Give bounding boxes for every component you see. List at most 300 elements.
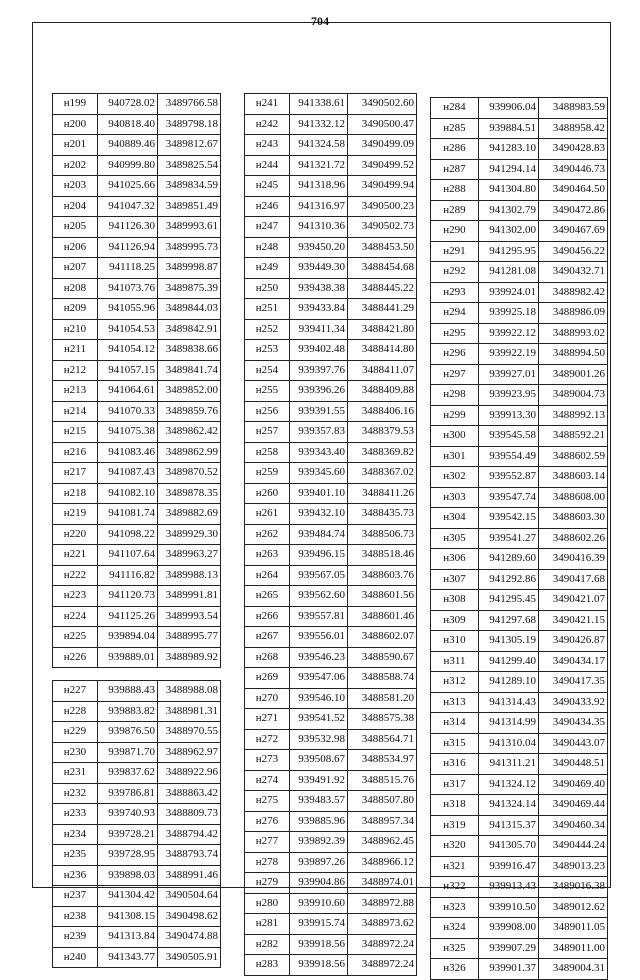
x-coordinate-cell: 939908.00 bbox=[479, 918, 539, 939]
point-id-cell: н238 bbox=[53, 906, 98, 927]
point-id-cell: н234 bbox=[53, 824, 98, 845]
y-coordinate-cell: 3490426.87 bbox=[539, 631, 608, 652]
y-coordinate-cell: 3488989.92 bbox=[158, 647, 221, 668]
table-row bbox=[245, 688, 417, 709]
table-row bbox=[431, 221, 608, 242]
y-coordinate-cell: 3490433.92 bbox=[539, 692, 608, 713]
point-id-cell: н306 bbox=[431, 549, 479, 570]
y-coordinate-cell: 3488966.12 bbox=[348, 852, 417, 873]
table-row bbox=[431, 672, 608, 693]
point-id-cell: н203 bbox=[53, 176, 98, 197]
y-coordinate-cell: 3489842.91 bbox=[158, 319, 221, 340]
y-coordinate-cell: 3488506.73 bbox=[348, 524, 417, 545]
y-coordinate-cell: 3490456.22 bbox=[539, 241, 608, 262]
y-coordinate-cell: 3490421.07 bbox=[539, 590, 608, 611]
x-coordinate-cell: 939545.58 bbox=[479, 426, 539, 447]
x-coordinate-cell: 939411.34 bbox=[290, 319, 348, 340]
table-row bbox=[431, 528, 608, 549]
y-coordinate-cell: 3488601.46 bbox=[348, 606, 417, 627]
table-row bbox=[431, 241, 608, 262]
point-id-cell: н240 bbox=[53, 947, 98, 968]
point-id-cell: н258 bbox=[245, 442, 290, 463]
x-coordinate-cell: 939542.15 bbox=[479, 508, 539, 529]
point-id-cell: н212 bbox=[53, 360, 98, 381]
x-coordinate-cell: 939562.60 bbox=[290, 586, 348, 607]
x-coordinate-cell: 939884.51 bbox=[479, 118, 539, 139]
x-coordinate-cell: 939391.55 bbox=[290, 401, 348, 422]
y-coordinate-cell: 3489991.81 bbox=[158, 586, 221, 607]
table-row bbox=[53, 763, 221, 784]
y-coordinate-cell: 3488991.46 bbox=[158, 865, 221, 886]
y-coordinate-cell: 3488406.16 bbox=[348, 401, 417, 422]
table-row bbox=[245, 278, 417, 299]
point-id-cell: н312 bbox=[431, 672, 479, 693]
point-id-cell: н226 bbox=[53, 647, 98, 668]
x-coordinate-cell: 941081.74 bbox=[98, 504, 158, 525]
point-id-cell: н265 bbox=[245, 586, 290, 607]
point-id-cell: н284 bbox=[431, 98, 479, 119]
table-row bbox=[431, 631, 608, 652]
x-coordinate-cell: 941075.38 bbox=[98, 422, 158, 443]
x-coordinate-cell: 939552.87 bbox=[479, 467, 539, 488]
table-row bbox=[245, 360, 417, 381]
x-coordinate-cell: 941311.21 bbox=[479, 754, 539, 775]
x-coordinate-cell: 939923.95 bbox=[479, 385, 539, 406]
x-coordinate-cell: 939918.56 bbox=[290, 934, 348, 955]
x-coordinate-cell: 941116.82 bbox=[98, 565, 158, 586]
x-coordinate-cell: 939910.50 bbox=[479, 897, 539, 918]
y-coordinate-cell: 3490448.51 bbox=[539, 754, 608, 775]
point-id-cell: н223 bbox=[53, 586, 98, 607]
point-id-cell: н321 bbox=[431, 856, 479, 877]
y-coordinate-cell: 3489875.39 bbox=[158, 278, 221, 299]
y-coordinate-cell: 3490417.35 bbox=[539, 672, 608, 693]
x-coordinate-cell: 941294.14 bbox=[479, 159, 539, 180]
point-id-cell: н286 bbox=[431, 139, 479, 160]
y-coordinate-cell: 3488970.55 bbox=[158, 722, 221, 743]
y-coordinate-cell: 3488575.38 bbox=[348, 709, 417, 730]
y-coordinate-cell: 3489001.26 bbox=[539, 364, 608, 385]
x-coordinate-cell: 941305.19 bbox=[479, 631, 539, 652]
point-id-cell: н232 bbox=[53, 783, 98, 804]
x-coordinate-cell: 939786.81 bbox=[98, 783, 158, 804]
y-coordinate-cell: 3490460.34 bbox=[539, 815, 608, 836]
x-coordinate-cell: 941087.43 bbox=[98, 463, 158, 484]
table-row bbox=[431, 385, 608, 406]
table-row bbox=[53, 340, 221, 361]
y-coordinate-cell: 3489851.49 bbox=[158, 196, 221, 217]
x-coordinate-cell: 939740.93 bbox=[98, 804, 158, 825]
x-coordinate-cell: 941314.43 bbox=[479, 692, 539, 713]
x-coordinate-cell: 941098.22 bbox=[98, 524, 158, 545]
y-coordinate-cell: 3488453.50 bbox=[348, 237, 417, 258]
point-id-cell: н241 bbox=[245, 94, 290, 115]
table-row bbox=[53, 442, 221, 463]
point-id-cell: н300 bbox=[431, 426, 479, 447]
y-coordinate-cell: 3488794.42 bbox=[158, 824, 221, 845]
x-coordinate-cell: 941047.32 bbox=[98, 196, 158, 217]
point-id-cell: н303 bbox=[431, 487, 479, 508]
y-coordinate-cell: 3488507.80 bbox=[348, 791, 417, 812]
table-row bbox=[431, 815, 608, 836]
point-id-cell: н285 bbox=[431, 118, 479, 139]
table-row bbox=[245, 237, 417, 258]
point-id-cell: н208 bbox=[53, 278, 98, 299]
x-coordinate-cell: 941054.53 bbox=[98, 319, 158, 340]
y-coordinate-cell: 3488957.34 bbox=[348, 811, 417, 832]
y-coordinate-cell: 3490505.91 bbox=[158, 947, 221, 968]
table-row bbox=[245, 586, 417, 607]
point-id-cell: н219 bbox=[53, 504, 98, 525]
x-coordinate-cell: 940728.02 bbox=[98, 94, 158, 115]
point-id-cell: н277 bbox=[245, 832, 290, 853]
x-coordinate-cell: 939898.03 bbox=[98, 865, 158, 886]
point-id-cell: н294 bbox=[431, 303, 479, 324]
y-coordinate-cell: 3488922.96 bbox=[158, 763, 221, 784]
y-coordinate-cell: 3488414.80 bbox=[348, 340, 417, 361]
table-row bbox=[245, 483, 417, 504]
table-row bbox=[245, 729, 417, 750]
y-coordinate-cell: 3488602.59 bbox=[539, 446, 608, 467]
table-row bbox=[431, 610, 608, 631]
table-row bbox=[431, 754, 608, 775]
y-coordinate-cell: 3490434.35 bbox=[539, 713, 608, 734]
table-row bbox=[431, 508, 608, 529]
x-coordinate-cell: 939876.50 bbox=[98, 722, 158, 743]
x-coordinate-cell: 939910.60 bbox=[290, 893, 348, 914]
y-coordinate-cell: 3490499.94 bbox=[348, 176, 417, 197]
point-id-cell: н237 bbox=[53, 886, 98, 907]
x-coordinate-cell: 941126.30 bbox=[98, 217, 158, 238]
y-coordinate-cell: 3488421.80 bbox=[348, 319, 417, 340]
y-coordinate-cell: 3490444.24 bbox=[539, 836, 608, 857]
x-coordinate-cell: 939904.86 bbox=[290, 873, 348, 894]
table-row bbox=[431, 282, 608, 303]
x-coordinate-cell: 941302.00 bbox=[479, 221, 539, 242]
x-coordinate-cell: 939728.21 bbox=[98, 824, 158, 845]
table-row bbox=[53, 886, 221, 907]
y-coordinate-cell: 3488972.24 bbox=[348, 934, 417, 955]
y-coordinate-cell: 3488603.30 bbox=[539, 508, 608, 529]
x-coordinate-cell: 939532.98 bbox=[290, 729, 348, 750]
y-coordinate-cell: 3489011.00 bbox=[539, 938, 608, 959]
point-id-cell: н213 bbox=[53, 381, 98, 402]
y-coordinate-cell: 3488367.02 bbox=[348, 463, 417, 484]
table-row bbox=[53, 545, 221, 566]
x-coordinate-cell: 939871.70 bbox=[98, 742, 158, 763]
x-coordinate-cell: 939547.74 bbox=[479, 487, 539, 508]
x-coordinate-cell: 941064.61 bbox=[98, 381, 158, 402]
point-id-cell: н280 bbox=[245, 893, 290, 914]
table-row bbox=[245, 135, 417, 156]
table-row bbox=[431, 200, 608, 221]
table-row bbox=[53, 927, 221, 948]
x-coordinate-cell: 941324.58 bbox=[290, 135, 348, 156]
table-row bbox=[53, 742, 221, 763]
x-coordinate-cell: 941055.96 bbox=[98, 299, 158, 320]
table-row bbox=[245, 914, 417, 935]
y-coordinate-cell: 3488379.53 bbox=[348, 422, 417, 443]
x-coordinate-cell: 941304.42 bbox=[98, 886, 158, 907]
table-row bbox=[245, 176, 417, 197]
point-id-cell: н298 bbox=[431, 385, 479, 406]
y-coordinate-cell: 3489882.69 bbox=[158, 504, 221, 525]
y-coordinate-cell: 3488588.74 bbox=[348, 668, 417, 689]
table-row bbox=[245, 94, 417, 115]
x-coordinate-cell: 941302.79 bbox=[479, 200, 539, 221]
point-id-cell: н268 bbox=[245, 647, 290, 668]
point-id-cell: н228 bbox=[53, 701, 98, 722]
x-coordinate-cell: 941332.12 bbox=[290, 114, 348, 135]
table-row bbox=[53, 299, 221, 320]
table-row bbox=[431, 323, 608, 344]
point-id-cell: н282 bbox=[245, 934, 290, 955]
y-coordinate-cell: 3490467.69 bbox=[539, 221, 608, 242]
y-coordinate-cell: 3488445.22 bbox=[348, 278, 417, 299]
point-id-cell: н225 bbox=[53, 627, 98, 648]
x-coordinate-cell: 941118.25 bbox=[98, 258, 158, 279]
table-row bbox=[431, 426, 608, 447]
y-coordinate-cell: 3488863.42 bbox=[158, 783, 221, 804]
table-row bbox=[245, 217, 417, 238]
point-id-cell: н260 bbox=[245, 483, 290, 504]
point-id-cell: н309 bbox=[431, 610, 479, 631]
table-row bbox=[431, 959, 608, 980]
x-coordinate-cell: 941297.68 bbox=[479, 610, 539, 631]
point-id-cell: н257 bbox=[245, 422, 290, 443]
table-row bbox=[431, 795, 608, 816]
y-coordinate-cell: 3490474.88 bbox=[158, 927, 221, 948]
point-id-cell: н316 bbox=[431, 754, 479, 775]
y-coordinate-cell: 3488973.62 bbox=[348, 914, 417, 935]
x-coordinate-cell: 939915.74 bbox=[290, 914, 348, 935]
point-id-cell: н313 bbox=[431, 692, 479, 713]
table-row bbox=[53, 94, 221, 115]
point-id-cell: н210 bbox=[53, 319, 98, 340]
table-row bbox=[431, 938, 608, 959]
table-row bbox=[431, 467, 608, 488]
table-row bbox=[53, 278, 221, 299]
point-id-cell: н235 bbox=[53, 845, 98, 866]
x-coordinate-cell: 941082.10 bbox=[98, 483, 158, 504]
point-id-cell: н288 bbox=[431, 180, 479, 201]
table-row bbox=[53, 647, 221, 668]
x-coordinate-cell: 939885.96 bbox=[290, 811, 348, 832]
point-id-cell: н305 bbox=[431, 528, 479, 549]
y-coordinate-cell: 3488962.97 bbox=[158, 742, 221, 763]
point-id-cell: н254 bbox=[245, 360, 290, 381]
x-coordinate-cell: 939924.01 bbox=[479, 282, 539, 303]
x-coordinate-cell: 941305.70 bbox=[479, 836, 539, 857]
y-coordinate-cell: 3489812.67 bbox=[158, 135, 221, 156]
point-id-cell: н267 bbox=[245, 627, 290, 648]
point-id-cell: н261 bbox=[245, 504, 290, 525]
point-id-cell: н272 bbox=[245, 729, 290, 750]
table-row bbox=[431, 139, 608, 160]
x-coordinate-cell: 941295.95 bbox=[479, 241, 539, 262]
x-coordinate-cell: 941289.10 bbox=[479, 672, 539, 693]
y-coordinate-cell: 3488958.42 bbox=[539, 118, 608, 139]
x-coordinate-cell: 939345.60 bbox=[290, 463, 348, 484]
table-row bbox=[431, 692, 608, 713]
y-coordinate-cell: 3488986.09 bbox=[539, 303, 608, 324]
y-coordinate-cell: 3489993.61 bbox=[158, 217, 221, 238]
table-row bbox=[431, 405, 608, 426]
point-id-cell: н289 bbox=[431, 200, 479, 221]
y-coordinate-cell: 3488515.76 bbox=[348, 770, 417, 791]
x-coordinate-cell: 941343.77 bbox=[98, 947, 158, 968]
table-row bbox=[245, 955, 417, 976]
point-id-cell: н215 bbox=[53, 422, 98, 443]
table-row bbox=[53, 258, 221, 279]
point-id-cell: н222 bbox=[53, 565, 98, 586]
point-id-cell: н211 bbox=[53, 340, 98, 361]
y-coordinate-cell: 3488435.73 bbox=[348, 504, 417, 525]
y-coordinate-cell: 3490469.40 bbox=[539, 774, 608, 795]
point-id-cell: н299 bbox=[431, 405, 479, 426]
table-row bbox=[245, 196, 417, 217]
table-row bbox=[53, 701, 221, 722]
x-coordinate-cell: 939401.10 bbox=[290, 483, 348, 504]
y-coordinate-cell: 3488972.88 bbox=[348, 893, 417, 914]
table-row bbox=[431, 446, 608, 467]
point-id-cell: н205 bbox=[53, 217, 98, 238]
point-id-cell: н253 bbox=[245, 340, 290, 361]
point-id-cell: н271 bbox=[245, 709, 290, 730]
y-coordinate-cell: 3490502.73 bbox=[348, 217, 417, 238]
y-coordinate-cell: 3489011.05 bbox=[539, 918, 608, 939]
y-coordinate-cell: 3489013.23 bbox=[539, 856, 608, 877]
block-separator bbox=[53, 668, 221, 681]
point-id-cell: н266 bbox=[245, 606, 290, 627]
table-row bbox=[245, 832, 417, 853]
y-coordinate-cell: 3490421.15 bbox=[539, 610, 608, 631]
point-id-cell: н322 bbox=[431, 877, 479, 898]
table-row bbox=[53, 606, 221, 627]
point-id-cell: н270 bbox=[245, 688, 290, 709]
table-row bbox=[431, 918, 608, 939]
table-row bbox=[431, 180, 608, 201]
y-coordinate-cell: 3490500.23 bbox=[348, 196, 417, 217]
x-coordinate-cell: 939541.52 bbox=[290, 709, 348, 730]
y-coordinate-cell: 3490504.64 bbox=[158, 886, 221, 907]
x-coordinate-cell: 939922.19 bbox=[479, 344, 539, 365]
x-coordinate-cell: 941314.99 bbox=[479, 713, 539, 734]
x-coordinate-cell: 939433.84 bbox=[290, 299, 348, 320]
x-coordinate-cell: 939916.47 bbox=[479, 856, 539, 877]
x-coordinate-cell: 941316.97 bbox=[290, 196, 348, 217]
y-coordinate-cell: 3488441.29 bbox=[348, 299, 417, 320]
x-coordinate-cell: 941057.15 bbox=[98, 360, 158, 381]
x-coordinate-cell: 939484.74 bbox=[290, 524, 348, 545]
table-row bbox=[53, 845, 221, 866]
x-coordinate-cell: 941295.45 bbox=[479, 590, 539, 611]
x-coordinate-cell: 939913.43 bbox=[479, 877, 539, 898]
table-row bbox=[245, 791, 417, 812]
table-row bbox=[431, 364, 608, 385]
y-coordinate-cell: 3490443.07 bbox=[539, 733, 608, 754]
table-row bbox=[245, 401, 417, 422]
point-id-cell: н311 bbox=[431, 651, 479, 672]
table-row bbox=[245, 606, 417, 627]
table-row bbox=[245, 340, 417, 361]
x-coordinate-cell: 941073.76 bbox=[98, 278, 158, 299]
table-row bbox=[53, 463, 221, 484]
y-coordinate-cell: 3489862.99 bbox=[158, 442, 221, 463]
point-id-cell: н315 bbox=[431, 733, 479, 754]
x-coordinate-cell: 941083.46 bbox=[98, 442, 158, 463]
x-coordinate-cell: 939496.15 bbox=[290, 545, 348, 566]
y-coordinate-cell: 3488602.07 bbox=[348, 627, 417, 648]
point-id-cell: н220 bbox=[53, 524, 98, 545]
point-id-cell: н246 bbox=[245, 196, 290, 217]
x-coordinate-cell: 939567.05 bbox=[290, 565, 348, 586]
point-id-cell: н229 bbox=[53, 722, 98, 743]
point-id-cell: н218 bbox=[53, 483, 98, 504]
y-coordinate-cell: 3489004.73 bbox=[539, 385, 608, 406]
y-coordinate-cell: 3488995.77 bbox=[158, 627, 221, 648]
y-coordinate-cell: 3489993.54 bbox=[158, 606, 221, 627]
point-id-cell: н206 bbox=[53, 237, 98, 258]
point-id-cell: н259 bbox=[245, 463, 290, 484]
table-row bbox=[53, 865, 221, 886]
y-coordinate-cell: 3488982.42 bbox=[539, 282, 608, 303]
point-id-cell: н290 bbox=[431, 221, 479, 242]
y-coordinate-cell: 3488518.46 bbox=[348, 545, 417, 566]
y-coordinate-cell: 3488962.45 bbox=[348, 832, 417, 853]
x-coordinate-cell: 940818.40 bbox=[98, 114, 158, 135]
y-coordinate-cell: 3490428.83 bbox=[539, 139, 608, 160]
table-row bbox=[53, 722, 221, 743]
table-row bbox=[53, 360, 221, 381]
y-coordinate-cell: 3489852.00 bbox=[158, 381, 221, 402]
x-coordinate-cell: 939889.01 bbox=[98, 647, 158, 668]
y-coordinate-cell: 3488409.88 bbox=[348, 381, 417, 402]
table-row bbox=[245, 852, 417, 873]
table-row bbox=[245, 893, 417, 914]
x-coordinate-cell: 941308.15 bbox=[98, 906, 158, 927]
point-id-cell: н296 bbox=[431, 344, 479, 365]
table-row bbox=[53, 155, 221, 176]
point-id-cell: н302 bbox=[431, 467, 479, 488]
coordinates-table-column-2 bbox=[244, 93, 417, 976]
y-coordinate-cell: 3488454.68 bbox=[348, 258, 417, 279]
table-row bbox=[431, 549, 608, 570]
x-coordinate-cell: 939557.81 bbox=[290, 606, 348, 627]
x-coordinate-cell: 939508.67 bbox=[290, 750, 348, 771]
x-coordinate-cell: 941120.73 bbox=[98, 586, 158, 607]
point-id-cell: н292 bbox=[431, 262, 479, 283]
point-id-cell: н252 bbox=[245, 319, 290, 340]
x-coordinate-cell: 941304.80 bbox=[479, 180, 539, 201]
point-id-cell: н320 bbox=[431, 836, 479, 857]
coordinates-table-column-3 bbox=[430, 97, 608, 980]
x-coordinate-cell: 941054.12 bbox=[98, 340, 158, 361]
x-coordinate-cell: 940889.46 bbox=[98, 135, 158, 156]
table-row bbox=[431, 713, 608, 734]
x-coordinate-cell: 939402.48 bbox=[290, 340, 348, 361]
table-row bbox=[431, 856, 608, 877]
y-coordinate-cell: 3490500.47 bbox=[348, 114, 417, 135]
point-id-cell: н214 bbox=[53, 401, 98, 422]
y-coordinate-cell: 3488972.24 bbox=[348, 955, 417, 976]
x-coordinate-cell: 939907.29 bbox=[479, 938, 539, 959]
table-row bbox=[245, 811, 417, 832]
table-row bbox=[245, 545, 417, 566]
y-coordinate-cell: 3490472.86 bbox=[539, 200, 608, 221]
point-id-cell: н231 bbox=[53, 763, 98, 784]
table-row bbox=[245, 873, 417, 894]
